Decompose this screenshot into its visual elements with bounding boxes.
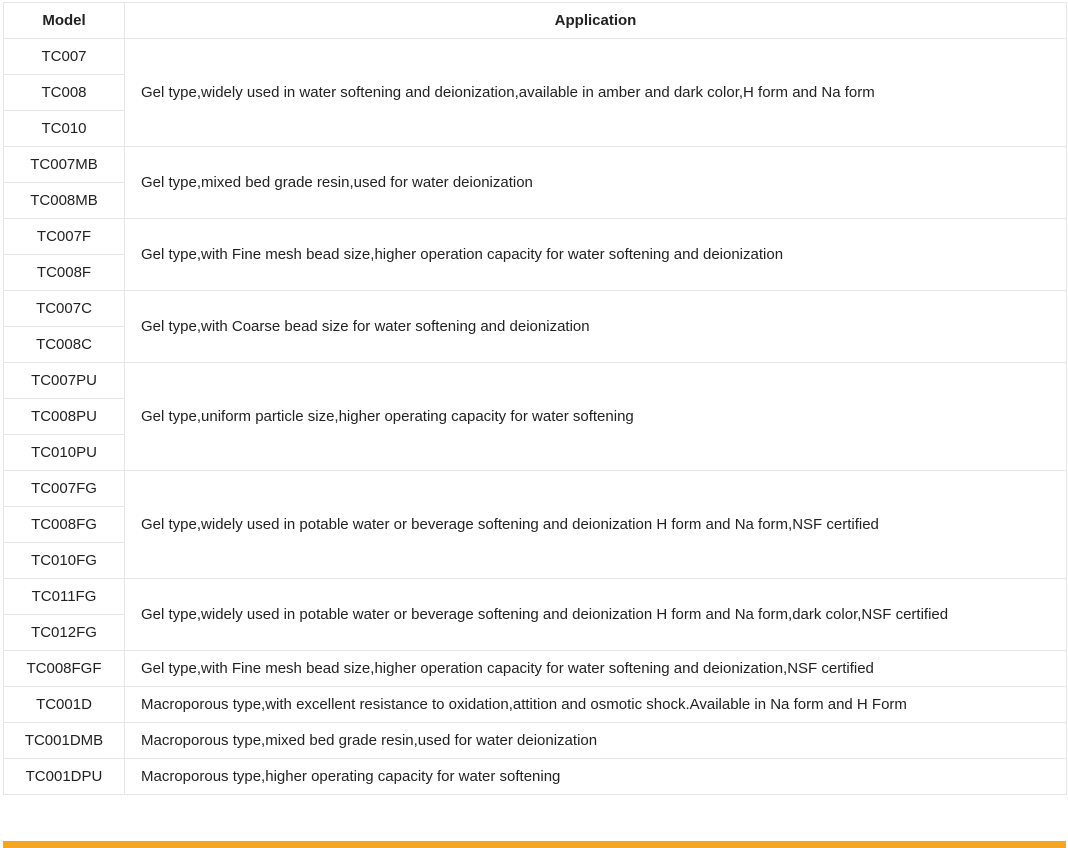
model-cell: TC008C (4, 327, 125, 363)
application-cell: Gel type,uniform particle size,higher operating capacity for water softening (125, 363, 1067, 471)
table-row (4, 291, 1067, 327)
model-cell: TC007PU (4, 363, 125, 399)
model-cell: TC010FG (4, 543, 125, 579)
model-cell: TC001DMB (4, 723, 125, 759)
table-row (4, 723, 1067, 759)
table-row (4, 651, 1067, 687)
model-cell: TC008FGF (4, 651, 125, 687)
application-cell: Gel type,with Fine mesh bead size,higher operation capacity for water softening and deionization (125, 219, 1067, 291)
table-row (4, 471, 1067, 507)
model-cell: TC007F (4, 219, 125, 255)
model-cell: TC001D (4, 687, 125, 723)
model-cell: TC008FG (4, 507, 125, 543)
application-cell: Gel type,mixed bed grade resin,used for water deionization (125, 147, 1067, 219)
application-cell: Macroporous type,with excellent resistance to oxidation,attition and osmotic shock.Available in Na form and H Form (125, 687, 1067, 723)
model-column-header: Model (4, 3, 125, 39)
table-header-row (4, 3, 1067, 39)
model-cell: TC008PU (4, 399, 125, 435)
table-row (4, 39, 1067, 75)
table-row (4, 687, 1067, 723)
model-cell: TC007C (4, 291, 125, 327)
resin-spec-table (3, 2, 1067, 795)
table-row (4, 147, 1067, 183)
table-row (4, 219, 1067, 255)
application-cell: Macroporous type,mixed bed grade resin,used for water deionization (125, 723, 1067, 759)
table-body (4, 39, 1067, 795)
table-row (4, 759, 1067, 795)
model-cell: TC007MB (4, 147, 125, 183)
application-cell: Macroporous type,higher operating capacity for water softening (125, 759, 1067, 795)
accent-divider-bar (3, 841, 1066, 848)
model-cell: TC011FG (4, 579, 125, 615)
model-cell: TC001DPU (4, 759, 125, 795)
model-cell: TC008F (4, 255, 125, 291)
application-cell: Gel type,with Coarse bead size for water softening and deionization (125, 291, 1067, 363)
application-cell: Gel type,widely used in water softening and deionization,available in amber and dark color,H form and Na form (125, 39, 1067, 147)
model-cell: TC012FG (4, 615, 125, 651)
model-cell: TC007 (4, 39, 125, 75)
model-cell: TC008MB (4, 183, 125, 219)
model-cell: TC010PU (4, 435, 125, 471)
application-cell: Gel type,widely used in potable water or beverage softening and deionization H form and Na form,dark color,NSF certified (125, 579, 1067, 651)
model-cell: TC007FG (4, 471, 125, 507)
table-row (4, 363, 1067, 399)
model-cell: TC008 (4, 75, 125, 111)
application-column-header: Application (125, 3, 1067, 39)
table-row (4, 579, 1067, 615)
model-cell: TC010 (4, 111, 125, 147)
application-cell: Gel type,with Fine mesh bead size,higher operation capacity for water softening and deionization,NSF certified (125, 651, 1067, 687)
application-cell: Gel type,widely used in potable water or beverage softening and deionization H form and Na form,NSF certified (125, 471, 1067, 579)
